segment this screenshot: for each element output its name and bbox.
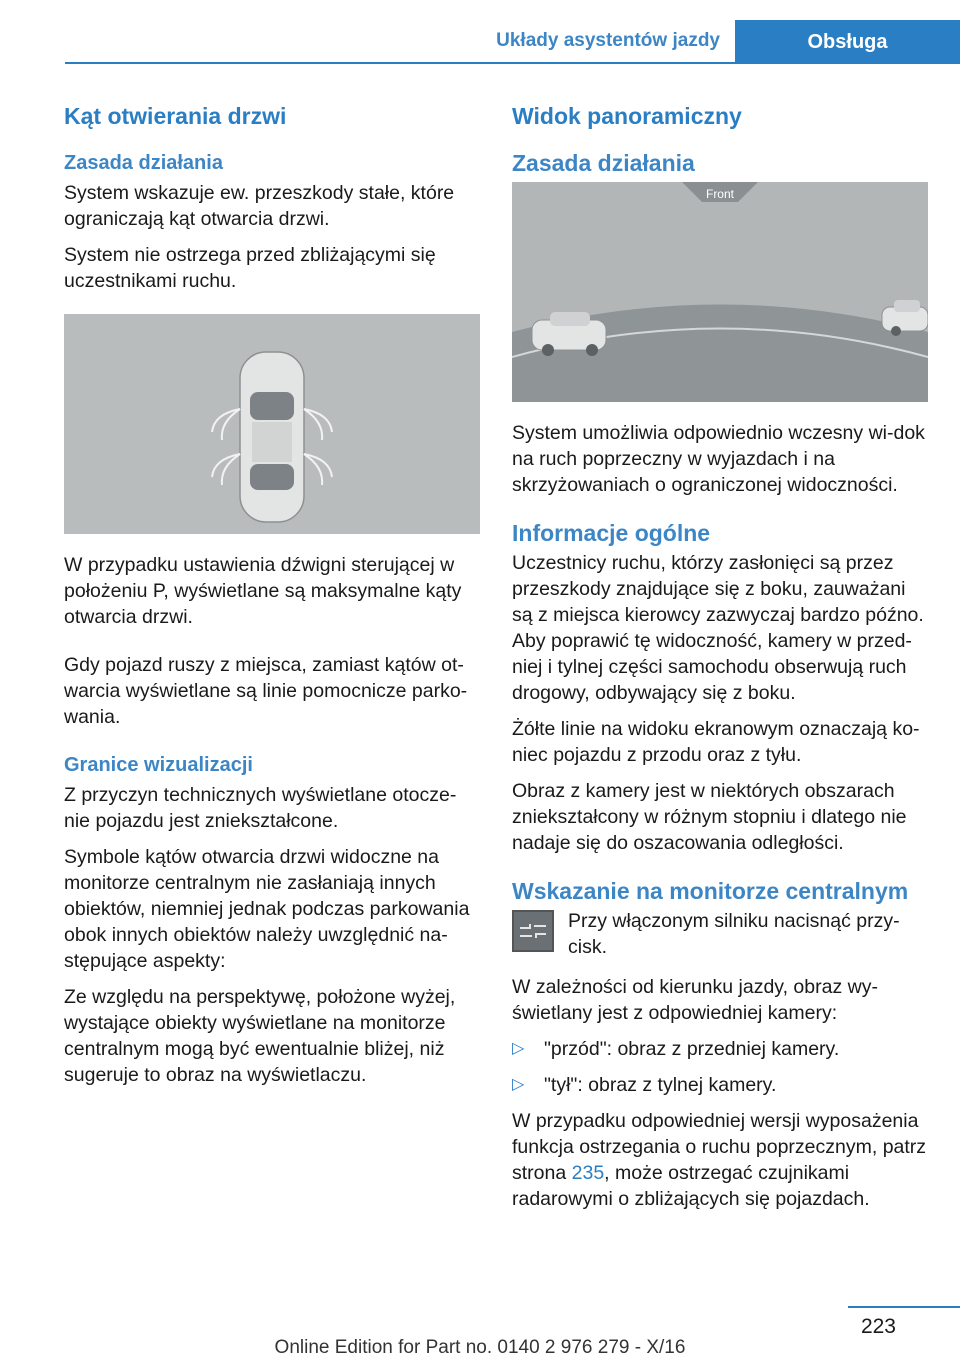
page-reference-link[interactable]: 235 [571,1162,605,1184]
page-number: 223 [860,1315,896,1338]
left-paragraph: Gdy pojazd ruszy z miejsca, zamiast kątów ot-warcia wyświetlane są linie pomocnicze parko-wania. [64,654,468,728]
left-paragraph: Z przyczyn technicznych wyświetlane otocze-nie pojazdu jest zniekształcone. [64,784,457,832]
camera-button-icon [512,910,554,952]
door-opening-angle-figure [64,314,480,534]
left-paragraph: System wskazuje ew. przeszkody stałe, które ograniczają kąt otwarcia drzwi. [64,182,455,230]
header-section-title: Układy asystentów jazdy [496,30,720,51]
header-chapter-tab: Obsługa [735,20,960,64]
car-top-view-illustration [64,314,480,534]
right-subheading-principle: Zasada działania [512,150,695,176]
left-column [64,100,480,1098]
list-item: ▷ "tył": obraz z tylnej kamery. [512,1074,777,1096]
left-title: Kąt otwierania drzwi [64,103,287,129]
button-instruction-text: Przy włączonym silniku nacisnąć przy-cisk. [568,910,900,958]
panorama-camera-illustration [512,182,928,402]
left-subheading-limits: Granice wizualizacji [64,754,253,776]
triangle-bullet-icon: ▷ [512,1040,525,1057]
left-paragraph: System nie ostrzega przed zbliżającymi się uczestnikami ruchu. [64,244,436,292]
list-item: ▷ "przód": obraz z przedniej kamery. [512,1038,840,1060]
front-label: Front [705,187,735,201]
triangle-bullet-icon: ▷ [512,1076,525,1093]
right-paragraph: Uczestnicy ruchu, którzy zasłonięci są przez przeszkody znajdujące się z boku, zauważani są z miejsca kierowcy zazwyczaj bardzo późno. Aby poprawić tę widoczność, kamery w przed-niej i tylnej części samochodu obserwują ruch drogowy, odbywający się z boku. [512,552,924,704]
right-subheading-info: Informacje ogólne [512,520,711,546]
page-number-rule [848,1306,960,1308]
right-paragraph: W przypadku odpowiedniej wersji wyposażenia funkcja ostrzegania o ruchu poprzecznym, patrz strona 235, może ostrzegać czujnikami radarowymi o zbliżających się pojazdach. [512,1110,927,1210]
right-paragraph: System umożliwia odpowiednio wczesny wi-dok na ruch poprzeczny w wyjazdach i na skrzyżowaniach o ograniczonej widoczności. [512,422,925,496]
button-instruction [512,908,928,960]
right-column [512,100,928,1222]
right-subheading-display: Wskazanie na monitorze centralnym [512,878,909,904]
right-paragraph: Żółte linie na widoku ekranowym oznaczają ko-niec pojazdu z przodu oraz z tyłu. [512,718,920,766]
left-paragraph: Ze względu na perspektywę, położone wyżej, wystające obiekty wyświetlane na monitorze centralnym mogą być ewentualnie bliżej, niż sugeruje to obraz na wyświetlaczu. [64,986,456,1086]
camera-direction-list [512,1036,928,1098]
panorama-view-figure [512,182,928,402]
right-paragraph: Obraz z kamery jest w niektórych obszarach zniekształcony w różnym stopniu i dlatego nie nadaje się do oszacowania odległości. [512,780,907,854]
footer-edition: Online Edition for Part no. 0140 2 976 279 - X/16 [274,1337,686,1358]
left-paragraph: Symbole kątów otwarcia drzwi widoczne na monitorze centralnym nie zasłaniają innych obiektów, niemniej jednak podczas parkowania obok innych obiektów należy uwzględnić na-stępujące aspekty: [64,846,470,972]
left-subheading-principle: Zasada działania [64,152,223,174]
left-paragraph: W przypadku ustawienia dźwigni sterującej w położeniu P, wyświetlane są maksymalne kąty otwarcia drzwi. [64,554,462,628]
right-title: Widok panoramiczny [512,103,742,129]
header-rule [65,62,960,64]
right-paragraph: W zależności od kierunku jazdy, obraz wy-świetlany jest z odpowiedniej kamery: [512,976,878,1024]
